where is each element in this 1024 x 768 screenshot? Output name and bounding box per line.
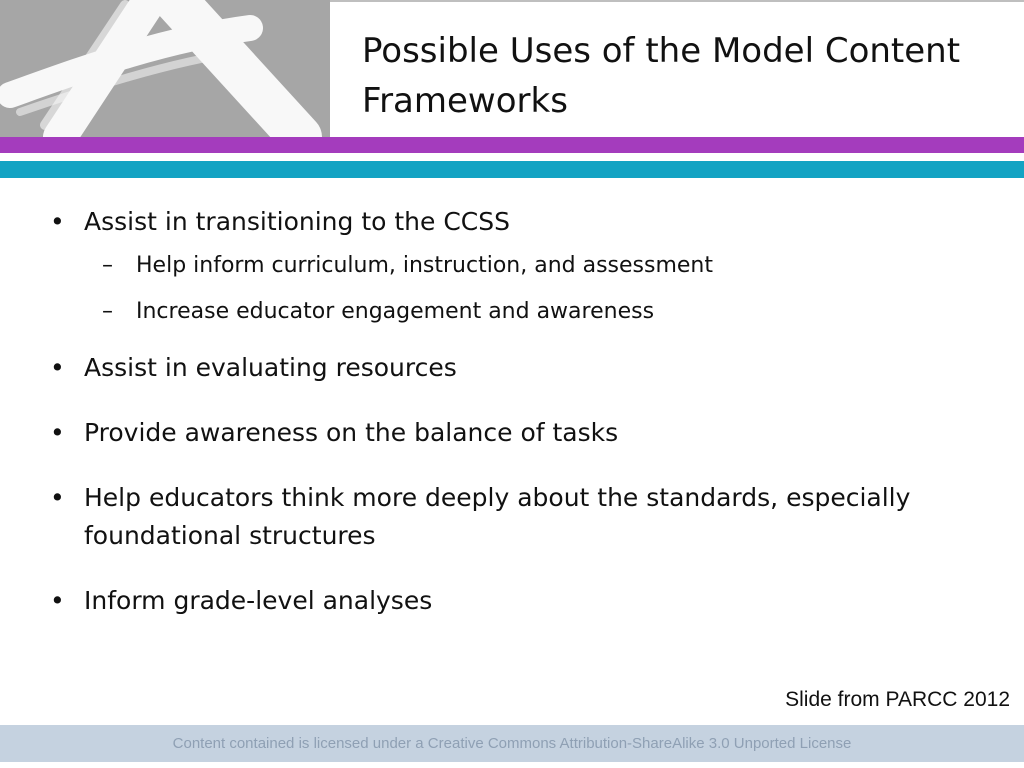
bullet-list [50, 203, 990, 620]
bullet-item [50, 582, 990, 620]
license-footer [0, 725, 1024, 762]
bullet-dot: • [50, 418, 65, 447]
bullet-text: Assist in evaluating resources [84, 353, 457, 382]
sub-bullet-dash: – [102, 253, 113, 278]
slide-title [362, 26, 1002, 126]
sub-bullet-list [84, 243, 990, 335]
bullet-text: Provide awareness on the balance of tasks [84, 418, 619, 447]
sub-bullet-text: Increase educator engagement and awareness [136, 299, 655, 324]
teal-divider-band [0, 161, 1024, 178]
bullet-dot: • [50, 353, 65, 382]
header-top-rule [330, 0, 1024, 2]
bullet-text: Inform grade-level analyses [84, 586, 433, 615]
slide-title-line-1: Possible Uses of the Model Content [362, 31, 961, 71]
bullet-dot: • [50, 483, 65, 512]
slide-title-line-2: Frameworks [362, 81, 568, 121]
sub-bullet-item [84, 289, 990, 335]
bullet-dot: • [50, 586, 65, 615]
sub-bullet-text: Help inform curriculum, instruction, and assessment [136, 253, 713, 278]
bullet-item [50, 414, 990, 452]
bullet-text: Assist in transitioning to the CCSS [84, 207, 510, 236]
brush-a-logo-icon [0, 0, 330, 137]
bullet-item [50, 349, 990, 387]
purple-divider-band [0, 137, 1024, 153]
sub-bullet-dash: – [102, 299, 113, 324]
license-footer-text: Content contained is licensed under a Creative Commons Attribution-ShareAlike 3.0 Unported License [172, 735, 852, 752]
logo-panel [0, 0, 330, 137]
bullet-dot: • [50, 207, 65, 236]
sub-bullet-item [84, 243, 990, 289]
slide-credit: Slide from PARCC 2012 [785, 688, 1010, 711]
bottom-strip [0, 762, 1024, 768]
bullet-item [50, 203, 990, 335]
bullet-item [50, 479, 990, 555]
band-gap [0, 153, 1024, 161]
bullet-text: Help educators think more deeply about the standards, especially foundational structures [84, 483, 911, 550]
